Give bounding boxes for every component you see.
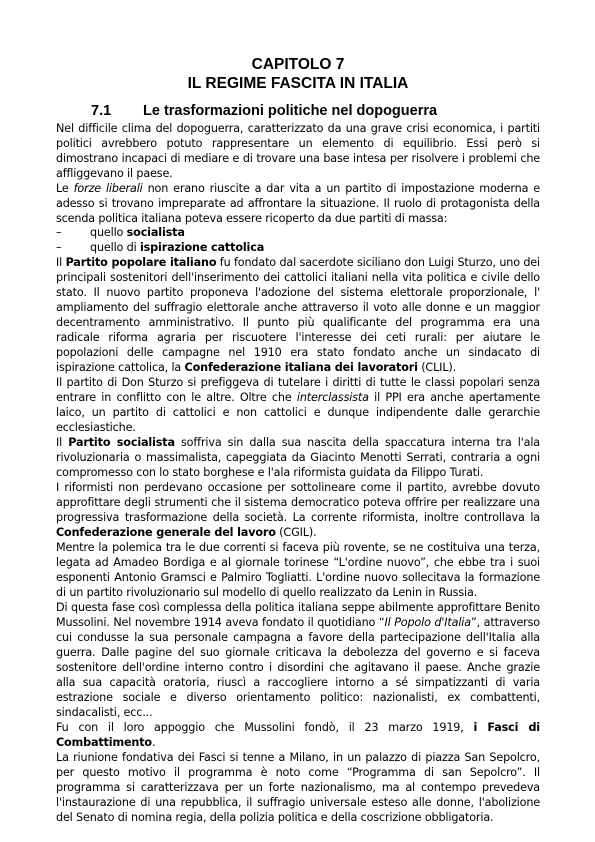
text-run: Il partito di Don Sturzo si prefiggeva di tutelare i diritti di tutte le classi popolari senza entrare in conflitto con le altre. Oltre che bbox=[56, 376, 540, 404]
text-run: quello di bbox=[90, 240, 140, 254]
bold-partito-socialista: Partito socialista bbox=[68, 436, 175, 449]
parties-list bbox=[56, 226, 540, 255]
chapter-title bbox=[56, 55, 540, 93]
paragraph-4 bbox=[56, 375, 540, 435]
dash-bullet: – bbox=[56, 226, 62, 239]
paragraph-10: La riunione fondativa dei Fasci si tenne a Milano, in un palazzo di piazza San Sepolcro, per questo motivo il programma è noto come “Programma di san Sepolcro”. Il programma si caratterizzava per un forte nazionalismo, ma al contempo prevedeva l'instaurazione di una repubblica, il suffragio universale esteso alle donne, l'abolizione del Senato di nomina regia, della polizia politica e della coscrizione obbligatoria. bbox=[56, 751, 540, 824]
text-run: Fu con il loro appoggio che Mussolini fondò, il 23 marzo 1919, bbox=[56, 721, 474, 734]
paragraph-7: Mentre la polemica tra le due correnti si faceva più rovente, se ne costituiva una terza, legata ad Amadeo Bordiga e al giornale torinese “L'ordine nuovo”, che ebbe tra i suoi esponenti Antonio Gramsci e Palmiro Togliatti. L'ordine nuovo sollecitava la formazione di un partito rivoluzionario sul modello di quello realizzato da Lenin in Russia. bbox=[56, 541, 540, 599]
text-run: (CGIL). bbox=[275, 526, 317, 539]
paragraph-1: Nel difficile clima del dopoguerra, caratterizzato da una grave crisi economica, i partiti politici avrebbero potuto rappresentare un elemento di equilibrio. Essi però si dimostrano incapaci di mediare e di trovare una base intesa per risolvere i problemi che affliggevano il paese. bbox=[56, 122, 540, 180]
emphasis-liberali: forze liberali bbox=[73, 182, 143, 195]
paragraph-3 bbox=[56, 255, 540, 375]
text-run: ”, attraverso cui condusse la sua personale campagna a favore della partecipazione dell'Italia alla guerra. Dalle pagine del suo giornale criticava la debolezza del governo e si faceva sostenitore dell'ordine interno contro i disordini che agitavano il paese. Anche grazie alla sua capacità oratoria, riuscì a raccogliere intorno a sé simpatizzanti di varia estrazione sociale e diverso orientamento politico: nazionalisti, ex combattenti, sindacalisti, ecc... bbox=[56, 616, 540, 719]
bold-socialista: socialista bbox=[126, 226, 185, 239]
dash-bullet: – bbox=[56, 240, 62, 254]
emphasis-interclassista: interclassista bbox=[296, 391, 369, 404]
document-page bbox=[56, 55, 540, 825]
section-heading bbox=[56, 102, 540, 120]
paragraph-6 bbox=[56, 480, 540, 540]
text-run: Il bbox=[56, 256, 66, 269]
chapter-name: IL REGIME FASCITA IN ITALIA bbox=[187, 75, 409, 92]
text-run: . bbox=[151, 736, 156, 749]
emphasis-popolo-italia: Il Popolo d'Italia bbox=[384, 616, 471, 629]
paragraph-5 bbox=[56, 435, 540, 480]
chapter-number: CAPITOLO 7 bbox=[251, 56, 345, 73]
text-run: (CLIL). bbox=[417, 361, 457, 374]
text-run: fu fondato dal sacerdote siciliano don Luigi Sturzo, uno dei principali sostenitori dell'inserimento dei cattolici italiani nella vita politica e civile dello stato. Il nuovo partito proponeva l'adozione del sistema elettorale proporzionale, l' ampliamento del suffragio elettorale anche attraverso il voto alle donne e un maggior decentramento amministrativo. Il punto più qualificante del programma era una radicale riforma agraria per riscuotere l'interesse dei ceti rurali: per aiutare le popolazioni delle campagne nel 1910 era stato fondato anche un sindacato di ispirazione cattolica, la bbox=[56, 256, 540, 374]
bold-partito-popolare: Partito popolare italiano bbox=[65, 256, 217, 269]
bold-fasci-combattimento: i Fasci di Combattimento bbox=[56, 721, 540, 749]
bold-confederazione-generale: Confederazione generale del lavoro bbox=[56, 526, 276, 539]
bold-confederazione-italiana: Confederazione italiana dei lavoratori bbox=[184, 361, 418, 374]
paragraph-8 bbox=[56, 600, 540, 720]
text-run: Il bbox=[56, 436, 69, 449]
text-run: soffriva sin dalla sua nascita della spaccatura interna tra l'ala rivoluzionaria o massimalista, capeggiata da Giacinto Menotti Serrati, contraria a ogni compromesso con lo stato borghese e l'ala riformista guidata da Filippo Turati. bbox=[56, 436, 540, 479]
text-run: Di questa fase così complessa della politica italiana seppe abilmente approfittare Benito Mussolini. Nel novembre 1914 aveva fondato il quotidiano “ bbox=[56, 601, 540, 629]
text-run: I riformisti non perdevano occasione per sottolineare come il partito, avrebbe dovuto approfittare degli strumenti che il sistema democratico poteva offrire per realizzare una progressiva trasformazione della società. La corrente riformista, inoltre controllava la bbox=[56, 481, 540, 524]
text-run: non erano riuscite a dar vita a un partito di impostazione moderna e adesso si trovano impreparate ad affrontare la situazione. Il ruolo di protagonista della scenda politica italiana poteva essere ricoperto da due partiti di massa: bbox=[56, 182, 541, 225]
list-item bbox=[56, 226, 540, 241]
paragraph-2 bbox=[56, 181, 540, 226]
section-number: 7.1 bbox=[91, 103, 112, 119]
list-item bbox=[56, 241, 540, 256]
text-run: quello bbox=[90, 226, 127, 239]
section-title: Le trasformazioni politiche nel dopoguerra bbox=[143, 103, 438, 119]
bold-ispirazione-cattolica: ispirazione cattolica bbox=[139, 240, 265, 254]
text-run: Le bbox=[56, 182, 74, 195]
paragraph-9 bbox=[56, 720, 540, 750]
text-run: il PPI era anche apertamente laico, un partito di cattolici e non cattolici e dunque indipendente dalle gerarchie ecclesiastiche. bbox=[56, 391, 541, 434]
